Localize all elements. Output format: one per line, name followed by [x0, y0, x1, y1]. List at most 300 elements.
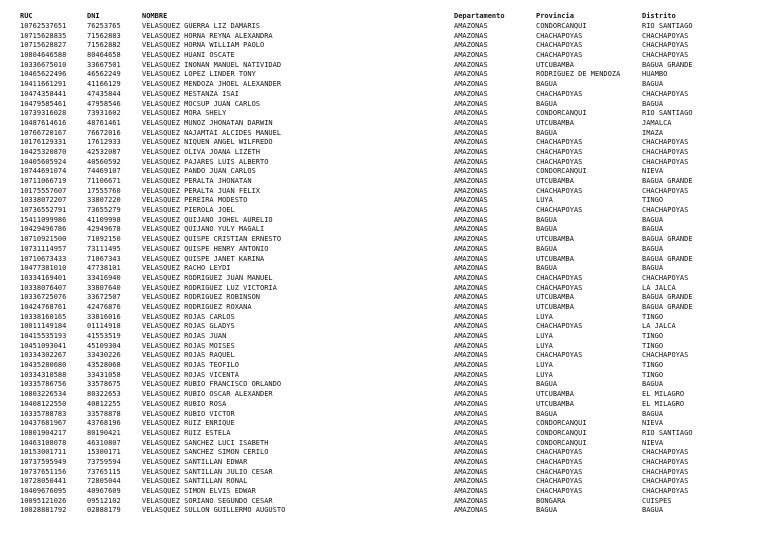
cell-dni: 33578878: [87, 409, 121, 418]
cell-provincia: CONDORCANQUI: [536, 438, 587, 447]
cell-distrito: CHACHAPOYAS: [642, 89, 689, 98]
table-row: [0, 429, 768, 439]
table-row: [0, 61, 768, 71]
cell-ruc: 10766720167: [20, 128, 67, 137]
cell-departamento: AMAZONAS: [454, 467, 488, 476]
cell-ruc: 10153001711: [20, 448, 67, 457]
cell-ruc: 10804646588: [20, 51, 67, 60]
cell-dni: 47435844: [87, 89, 121, 98]
cell-departamento: AMAZONAS: [454, 399, 488, 408]
table-row: [0, 119, 768, 129]
cell-provincia: BAGUA: [536, 506, 558, 515]
cell-distrito: CHACHAPOYAS: [642, 487, 689, 495]
table-row: [0, 303, 768, 313]
cell-distrito: NIEVA: [642, 167, 664, 176]
cell-departamento: AMAZONAS: [454, 70, 488, 79]
cell-provincia: CHACHAPOYAS: [536, 138, 583, 147]
cell-departamento: AMAZONAS: [454, 457, 488, 466]
cell-ruc: 10335786756: [20, 380, 67, 389]
cell-nombre: VELASQUEZ SANCHEZ LUCI ISABETH: [142, 438, 269, 447]
cell-nombre: VELASQUEZ PERALTA JHONATAN: [142, 177, 252, 185]
cell-ruc: 10334302267: [20, 351, 67, 360]
cell-departamento: AMAZONAS: [454, 487, 488, 495]
cell-ruc: 10715628827: [20, 41, 67, 50]
cell-ruc: 10479585461: [20, 99, 67, 108]
cell-distrito: BAGUA: [642, 99, 664, 108]
cell-ruc: 15411099986: [20, 215, 67, 224]
cell-ruc: 10338072207: [20, 196, 67, 205]
cell-ruc: 10731114957: [20, 244, 67, 253]
cell-provincia: CONDORCANQUI: [536, 167, 587, 176]
table-row: [0, 167, 768, 177]
cell-dni: 71562882: [87, 41, 121, 50]
cell-nombre: VELASQUEZ SIMON ELVIS EDWAR: [142, 487, 256, 495]
cell-departamento: AMAZONAS: [454, 390, 488, 399]
cell-dni: 42532087: [87, 147, 121, 156]
cell-distrito: CHACHAPOYAS: [642, 41, 689, 50]
cell-distrito: CHACHAPOYAS: [642, 448, 689, 457]
cell-distrito: CHACHAPOYAS: [642, 206, 689, 215]
cell-distrito: TINGO: [642, 341, 664, 350]
cell-dni: 43768196: [87, 419, 121, 428]
cell-ruc: 10095121026: [20, 496, 67, 505]
cell-ruc: 10465622496: [20, 70, 67, 79]
cell-nombre: VELASQUEZ RUBIO ROSA: [142, 399, 227, 408]
cell-dni: 33416940: [87, 273, 121, 282]
cell-departamento: AMAZONAS: [454, 322, 488, 331]
cell-ruc: 10762537651: [20, 22, 67, 30]
cell-dni: 73759594: [87, 457, 121, 466]
cell-departamento: AMAZONAS: [454, 244, 488, 253]
cell-ruc: 10408122550: [20, 399, 67, 408]
cell-provincia: CHACHAPOYAS: [536, 31, 583, 40]
cell-dni: 43528068: [87, 361, 121, 370]
cell-distrito: BAGUA GRANDE: [642, 254, 693, 263]
cell-departamento: AMAZONAS: [454, 118, 488, 127]
table-row: [0, 264, 768, 274]
cell-distrito: BAGUA: [642, 409, 664, 418]
cell-nombre: VELASQUEZ QUIJANO YULY MAGALI: [142, 225, 265, 234]
table-row: [0, 468, 768, 478]
cell-distrito: BAGUA: [642, 215, 664, 224]
cell-distrito: NIEVA: [642, 419, 664, 428]
cell-nombre: VELASQUEZ RUBIO OSCAR ALEXANDER: [142, 390, 273, 399]
table-row: [0, 245, 768, 255]
cell-dni: 33431058: [87, 370, 121, 379]
cell-provincia: CHACHAPOYAS: [536, 147, 583, 156]
cell-departamento: AMAZONAS: [454, 147, 488, 156]
cell-ruc: 10715628835: [20, 31, 67, 40]
cell-provincia: LUYA: [536, 332, 553, 340]
cell-nombre: VELASQUEZ SANCHEZ SIMON CERILO: [142, 448, 269, 457]
cell-departamento: AMAZONAS: [454, 109, 488, 118]
cell-provincia: CONDORCANQUI: [536, 22, 587, 30]
cell-dni: 42476876: [87, 302, 121, 311]
cell-distrito: RIO SANTIAGO: [642, 22, 693, 30]
cell-departamento: AMAZONAS: [454, 254, 488, 263]
cell-provincia: BAGUA: [536, 215, 558, 224]
cell-nombre: VELASQUEZ RODRIGUEZ ROBINSON: [142, 293, 261, 302]
cell-nombre: VELASQUEZ PERALTA JUAN FELIX: [142, 186, 261, 195]
cell-dni: 47738101: [87, 264, 121, 273]
cell-departamento: AMAZONAS: [454, 409, 488, 418]
cell-distrito: CUISPES: [642, 496, 672, 505]
cell-departamento: AMAZONAS: [454, 380, 488, 389]
table-header: [0, 11, 768, 22]
cell-distrito: TINGO: [642, 332, 664, 340]
cell-ruc: 10011149184: [20, 322, 67, 331]
table-row: [0, 90, 768, 100]
cell-ruc: 10803226534: [20, 390, 67, 399]
cell-departamento: AMAZONAS: [454, 51, 488, 60]
cell-departamento: AMAZONAS: [454, 235, 488, 244]
cell-provincia: BAGUA: [536, 409, 558, 418]
cell-ruc: 10425320870: [20, 147, 67, 156]
cell-distrito: EL MILAGRO: [642, 390, 685, 399]
cell-provincia: LUYA: [536, 370, 553, 379]
cell-provincia: CHACHAPOYAS: [536, 477, 583, 486]
table-row: [0, 274, 768, 284]
table-row: [0, 196, 768, 206]
cell-ruc: 10739316028: [20, 109, 67, 118]
table-row: [0, 487, 768, 497]
cell-provincia: CONDORCANQUI: [536, 419, 587, 428]
cell-provincia: CHACHAPOYAS: [536, 322, 583, 331]
cell-departamento: AMAZONAS: [454, 22, 488, 30]
cell-nombre: VELASQUEZ RUIZ ENRIQUE: [142, 419, 235, 428]
cell-distrito: LA JALCA: [642, 322, 676, 331]
cell-dni: 71092150: [87, 235, 121, 244]
cell-ruc: 10744691074: [20, 167, 67, 176]
cell-distrito: LA JALCA: [642, 283, 676, 292]
cell-dni: 72805044: [87, 477, 121, 486]
cell-departamento: AMAZONAS: [454, 332, 488, 340]
header-nombre: NOMBRE: [142, 12, 168, 20]
cell-distrito: TINGO: [642, 196, 664, 205]
cell-provincia: CHACHAPOYAS: [536, 157, 583, 166]
cell-nombre: VELASQUEZ SULLON GUILLERMO AUGUSTO: [142, 506, 286, 515]
cell-departamento: AMAZONAS: [454, 293, 488, 302]
cell-distrito: BAGUA GRANDE: [642, 235, 693, 244]
cell-ruc: 10336725076: [20, 293, 67, 302]
cell-dni: 33807640: [87, 283, 121, 292]
cell-dni: 40560592: [87, 157, 121, 166]
cell-ruc: 10477381010: [20, 264, 67, 273]
cell-nombre: VELASQUEZ PEREIRA MODESTO: [142, 196, 248, 205]
table-row: [0, 51, 768, 61]
cell-dni: 80464658: [87, 51, 121, 60]
cell-nombre: VELASQUEZ PIEROLA JOEL: [142, 206, 235, 215]
cell-provincia: UTCUBAMBA: [536, 60, 574, 69]
cell-departamento: AMAZONAS: [454, 370, 488, 379]
cell-ruc: 10711066719: [20, 177, 67, 185]
table-row: [0, 225, 768, 235]
cell-provincia: BAGUA: [536, 99, 558, 108]
table-row: [0, 390, 768, 400]
cell-nombre: VELASQUEZ GUERRA LIZ DAMARIS: [142, 22, 261, 30]
table-row: [0, 400, 768, 410]
table-row: [0, 109, 768, 119]
cell-nombre: VELASQUEZ LOPEZ LINDER TONY: [142, 70, 256, 79]
cell-departamento: AMAZONAS: [454, 31, 488, 40]
cell-provincia: CHACHAPOYAS: [536, 351, 583, 360]
cell-distrito: BAGUA: [642, 380, 664, 389]
cell-dni: 71562883: [87, 31, 121, 40]
table-row: [0, 322, 768, 332]
cell-ruc: 10335788783: [20, 409, 67, 418]
table-row: [0, 477, 768, 487]
cell-provincia: BAGUA: [536, 244, 558, 253]
cell-nombre: VELASQUEZ RODRIGUEZ JUAN MANUEL: [142, 273, 273, 282]
cell-departamento: AMAZONAS: [454, 448, 488, 457]
cell-provincia: CHACHAPOYAS: [536, 51, 583, 60]
cell-distrito: RIO SANTIAGO: [642, 428, 693, 437]
cell-departamento: AMAZONAS: [454, 264, 488, 273]
cell-departamento: AMAZONAS: [454, 41, 488, 50]
cell-nombre: VELASQUEZ QUISPE JANET KARINA: [142, 254, 265, 263]
cell-nombre: VELASQUEZ HORNA WILLIAM PAOLO: [142, 41, 265, 50]
table-row: [0, 293, 768, 303]
cell-dni: 46562249: [87, 70, 121, 79]
cell-provincia: LUYA: [536, 361, 553, 370]
cell-provincia: CHACHAPOYAS: [536, 467, 583, 476]
cell-distrito: HUAMBO: [642, 70, 668, 79]
cell-dni: 33672507: [87, 293, 121, 302]
cell-provincia: CONDORCANQUI: [536, 109, 587, 118]
table-row: [0, 80, 768, 90]
cell-dni: 71067343: [87, 254, 121, 263]
cell-departamento: AMAZONAS: [454, 419, 488, 428]
table-row: [0, 419, 768, 429]
cell-departamento: AMAZONAS: [454, 99, 488, 108]
cell-provincia: BAGUA: [536, 80, 558, 89]
cell-departamento: AMAZONAS: [454, 302, 488, 311]
table-row: [0, 439, 768, 449]
table-row: [0, 361, 768, 371]
cell-nombre: VELASQUEZ MORA SHELY: [142, 109, 227, 118]
cell-distrito: CHACHAPOYAS: [642, 273, 689, 282]
table-row: [0, 342, 768, 352]
cell-distrito: CHACHAPOYAS: [642, 147, 689, 156]
cell-distrito: CHACHAPOYAS: [642, 457, 689, 466]
cell-provincia: LUYA: [536, 312, 553, 321]
cell-dni: 33816016: [87, 312, 121, 321]
cell-provincia: UTCUBAMBA: [536, 254, 574, 263]
cell-nombre: VELASQUEZ QUISPE HENRY ANTONIO: [142, 244, 269, 253]
cell-nombre: VELASQUEZ ROJAS JUAN: [142, 332, 227, 340]
cell-provincia: BONGARA: [536, 496, 566, 505]
cell-provincia: UTCUBAMBA: [536, 399, 574, 408]
cell-departamento: AMAZONAS: [454, 506, 488, 515]
cell-dni: 40812255: [87, 399, 121, 408]
cell-distrito: IMAZA: [642, 128, 664, 137]
table-row: [0, 41, 768, 51]
cell-dni: 33667501: [87, 60, 121, 69]
cell-distrito: TINGO: [642, 312, 664, 321]
table-row: [0, 32, 768, 42]
cell-dni: 76672016: [87, 128, 121, 137]
cell-dni: 80322653: [87, 390, 121, 399]
cell-provincia: CHACHAPOYAS: [536, 273, 583, 282]
cell-nombre: VELASQUEZ HORNA REYNA ALEXANDRA: [142, 31, 273, 40]
cell-nombre: VELASQUEZ SANTILLAN EDWAR: [142, 457, 248, 466]
cell-nombre: VELASQUEZ ROJAS CARLOS: [142, 312, 235, 321]
cell-nombre: VELASQUEZ RUBIO FRANCISCO ORLANDO: [142, 380, 282, 389]
cell-dni: 01114918: [87, 322, 121, 331]
cell-ruc: 10336675010: [20, 60, 67, 69]
cell-nombre: VELASQUEZ RUBIO VICTOR: [142, 409, 235, 418]
table-row: [0, 129, 768, 139]
cell-ruc: 10463108078: [20, 438, 67, 447]
table-row: [0, 206, 768, 216]
table-row: [0, 313, 768, 323]
cell-dni: 73765115: [87, 467, 121, 476]
cell-provincia: BAGUA: [536, 128, 558, 137]
cell-ruc: 10487614616: [20, 118, 67, 127]
cell-nombre: VELASQUEZ NAJAMTAI ALCIDES MANUEL: [142, 128, 282, 137]
cell-departamento: AMAZONAS: [454, 477, 488, 486]
table-row: [0, 148, 768, 158]
cell-nombre: VELASQUEZ ROJAS TEOFILO: [142, 361, 239, 370]
cell-nombre: VELASQUEZ RODRIGUEZ LUZ VICTORIA: [142, 283, 277, 292]
cell-nombre: VELASQUEZ ROJAS RAQUEL: [142, 351, 235, 360]
cell-nombre: VELASQUEZ RODRIGUEZ ROXANA: [142, 302, 252, 311]
cell-distrito: BAGUA GRANDE: [642, 177, 693, 185]
cell-distrito: EL MILAGRO: [642, 399, 685, 408]
cell-distrito: CHACHAPOYAS: [642, 477, 689, 486]
cell-nombre: VELASQUEZ QUISPE CRISTIAN ERNESTO: [142, 235, 282, 244]
cell-departamento: AMAZONAS: [454, 351, 488, 360]
cell-nombre: VELASQUEZ SORIANO SEGUNDO CESAR: [142, 496, 273, 505]
cell-ruc: 10451093041: [20, 341, 67, 350]
cell-distrito: CHACHAPOYAS: [642, 467, 689, 476]
cell-ruc: 10176129331: [20, 138, 67, 147]
cell-dni: 74469107: [87, 167, 121, 176]
cell-departamento: AMAZONAS: [454, 80, 488, 89]
cell-dni: 41109998: [87, 215, 121, 224]
cell-dni: 33807220: [87, 196, 121, 205]
cell-distrito: BAGUA GRANDE: [642, 302, 693, 311]
cell-departamento: AMAZONAS: [454, 312, 488, 321]
table-row: [0, 235, 768, 245]
cell-dni: 48761461: [87, 118, 121, 127]
cell-dni: 42949678: [87, 225, 121, 234]
table-row: [0, 70, 768, 80]
cell-departamento: AMAZONAS: [454, 60, 488, 69]
table-row: [0, 351, 768, 361]
cell-dni: 40967609: [87, 487, 121, 495]
cell-provincia: CHACHAPOYAS: [536, 206, 583, 215]
cell-distrito: BAGUA: [642, 264, 664, 273]
table-row: [0, 22, 768, 32]
cell-departamento: AMAZONAS: [454, 186, 488, 195]
cell-distrito: BAGUA GRANDE: [642, 293, 693, 302]
cell-ruc: 10435280680: [20, 361, 67, 370]
cell-nombre: VELASQUEZ ROJAS GLADYS: [142, 322, 235, 331]
cell-nombre: VELASQUEZ MUÑOZ JHONATAN DARWIN: [142, 118, 273, 127]
cell-distrito: TINGO: [642, 361, 664, 370]
cell-distrito: NIEVA: [642, 438, 664, 447]
cell-provincia: LUYA: [536, 196, 553, 205]
cell-provincia: CHACHAPOYAS: [536, 283, 583, 292]
cell-provincia: BAGUA: [536, 225, 558, 234]
table-row: [0, 187, 768, 197]
cell-provincia: RODRIGUEZ DE MENDOZA: [536, 70, 621, 79]
cell-ruc: 10175557607: [20, 186, 67, 195]
cell-provincia: LUYA: [536, 341, 553, 350]
cell-ruc: 10409676095: [20, 487, 67, 495]
cell-dni: 17612933: [87, 138, 121, 147]
cell-departamento: AMAZONAS: [454, 215, 488, 224]
cell-departamento: AMAZONAS: [454, 273, 488, 282]
cell-distrito: JAMALCA: [642, 118, 672, 127]
cell-ruc: 10474358441: [20, 89, 67, 98]
cell-distrito: RIO SANTIAGO: [642, 109, 693, 118]
table-row: [0, 177, 768, 187]
cell-nombre: VELASQUEZ ROJAS VICENTA: [142, 370, 239, 379]
header-provincia: Provincia: [536, 12, 574, 20]
cell-provincia: UTCUBAMBA: [536, 302, 574, 311]
table-row: [0, 371, 768, 381]
cell-distrito: CHACHAPOYAS: [642, 351, 689, 360]
cell-dni: 15300171: [87, 448, 121, 457]
cell-ruc: 10737595949: [20, 457, 67, 466]
cell-departamento: AMAZONAS: [454, 177, 488, 185]
cell-provincia: CHACHAPOYAS: [536, 186, 583, 195]
cell-departamento: AMAZONAS: [454, 206, 488, 215]
cell-dni: 33430226: [87, 351, 121, 360]
cell-distrito: CHACHAPOYAS: [642, 186, 689, 195]
cell-departamento: AMAZONAS: [454, 196, 488, 205]
table-row: [0, 458, 768, 468]
cell-provincia: BAGUA: [536, 264, 558, 273]
cell-ruc: 10334310588: [20, 370, 67, 379]
table-row: [0, 332, 768, 342]
table-row: [0, 506, 768, 516]
cell-ruc: 10338160165: [20, 312, 67, 321]
cell-dni: 17555760: [87, 186, 121, 195]
cell-distrito: CHACHAPOYAS: [642, 157, 689, 166]
cell-ruc: 10801904217: [20, 428, 67, 437]
cell-distrito: CHACHAPOYAS: [642, 138, 689, 147]
cell-departamento: AMAZONAS: [454, 225, 488, 234]
cell-departamento: AMAZONAS: [454, 438, 488, 447]
cell-provincia: CHACHAPOYAS: [536, 487, 583, 495]
cell-ruc: 10736552791: [20, 206, 67, 215]
cell-nombre: VELASQUEZ SANTILLAN RONAL: [142, 477, 248, 486]
cell-dni: 09512102: [87, 496, 121, 505]
cell-dni: 80190421: [87, 428, 121, 437]
cell-departamento: AMAZONAS: [454, 361, 488, 370]
cell-nombre: VELASQUEZ SANTILLAN JULIO CESAR: [142, 467, 273, 476]
header-ruc: RUC: [20, 12, 33, 20]
cell-departamento: AMAZONAS: [454, 138, 488, 147]
cell-dni: 45109304: [87, 341, 121, 350]
cell-provincia: UTCUBAMBA: [536, 177, 574, 185]
cell-departamento: AMAZONAS: [454, 167, 488, 176]
cell-nombre: VELASQUEZ RUIZ ESTELA: [142, 428, 231, 437]
cell-dni: 41166129: [87, 80, 121, 89]
cell-ruc: 10411661291: [20, 80, 67, 89]
table-row: [0, 410, 768, 420]
table-row: [0, 158, 768, 168]
cell-ruc: 10415535193: [20, 332, 67, 340]
cell-distrito: BAGUA: [642, 225, 664, 234]
cell-dni: 41553519: [87, 332, 121, 340]
cell-dni: 73111495: [87, 244, 121, 253]
cell-provincia: CHACHAPOYAS: [536, 457, 583, 466]
cell-dni: 73931602: [87, 109, 121, 118]
